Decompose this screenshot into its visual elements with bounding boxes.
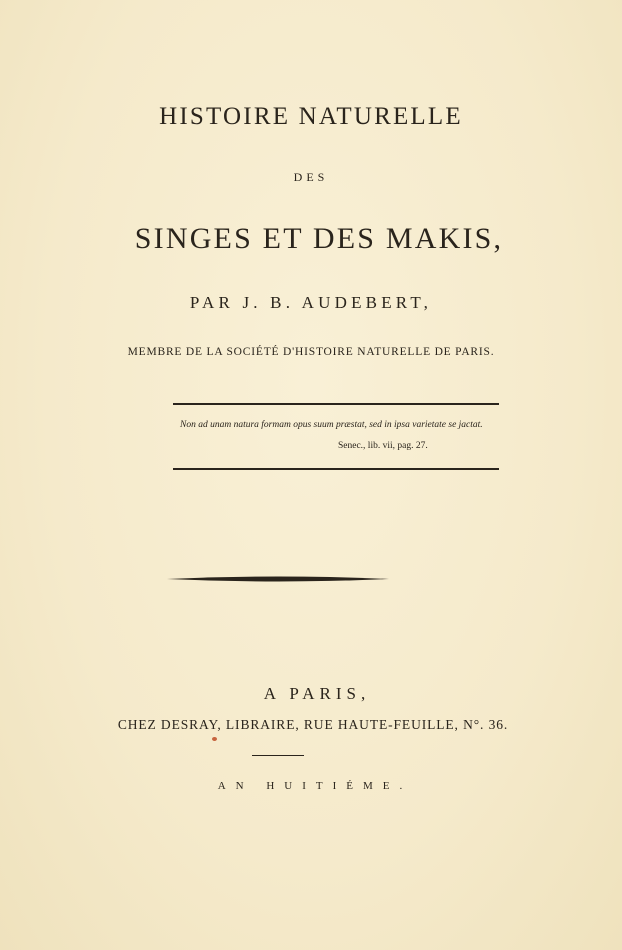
- epigraph-bottom-rule: [173, 468, 499, 470]
- affiliation-line: MEMBRE DE LA SOCIÉTÉ D'HISTOIRE NATURELLE DE PARIS.: [127, 346, 495, 358]
- epigraph-top-rule: [173, 403, 499, 405]
- ink-spot: [212, 737, 217, 741]
- title-line-2: DES: [293, 170, 329, 184]
- imprint-rule: [252, 755, 304, 756]
- imprint-publisher: CHEZ DESRAY, LIBRAIRE, RUE HAUTE-FEUILLE, N°. 36.: [117, 717, 509, 732]
- author-line: PAR J. B. AUDEBERT,: [189, 293, 433, 312]
- imprint-date: AN HUITIÉME.: [217, 780, 413, 792]
- imprint-place: A PARIS,: [263, 684, 371, 703]
- epigraph-attribution: Senec., lib. vii, pag. 27.: [338, 441, 428, 451]
- title-line-1: HISTOIRE NATURELLE: [159, 103, 463, 130]
- title-line-3: SINGES ET DES MAKIS,: [134, 222, 504, 255]
- epigraph: Non ad unam natura formam opus suum præstat, sed in ipsa varietate se jactat.: [180, 420, 483, 430]
- ornamental-rule-icon: [167, 574, 389, 584]
